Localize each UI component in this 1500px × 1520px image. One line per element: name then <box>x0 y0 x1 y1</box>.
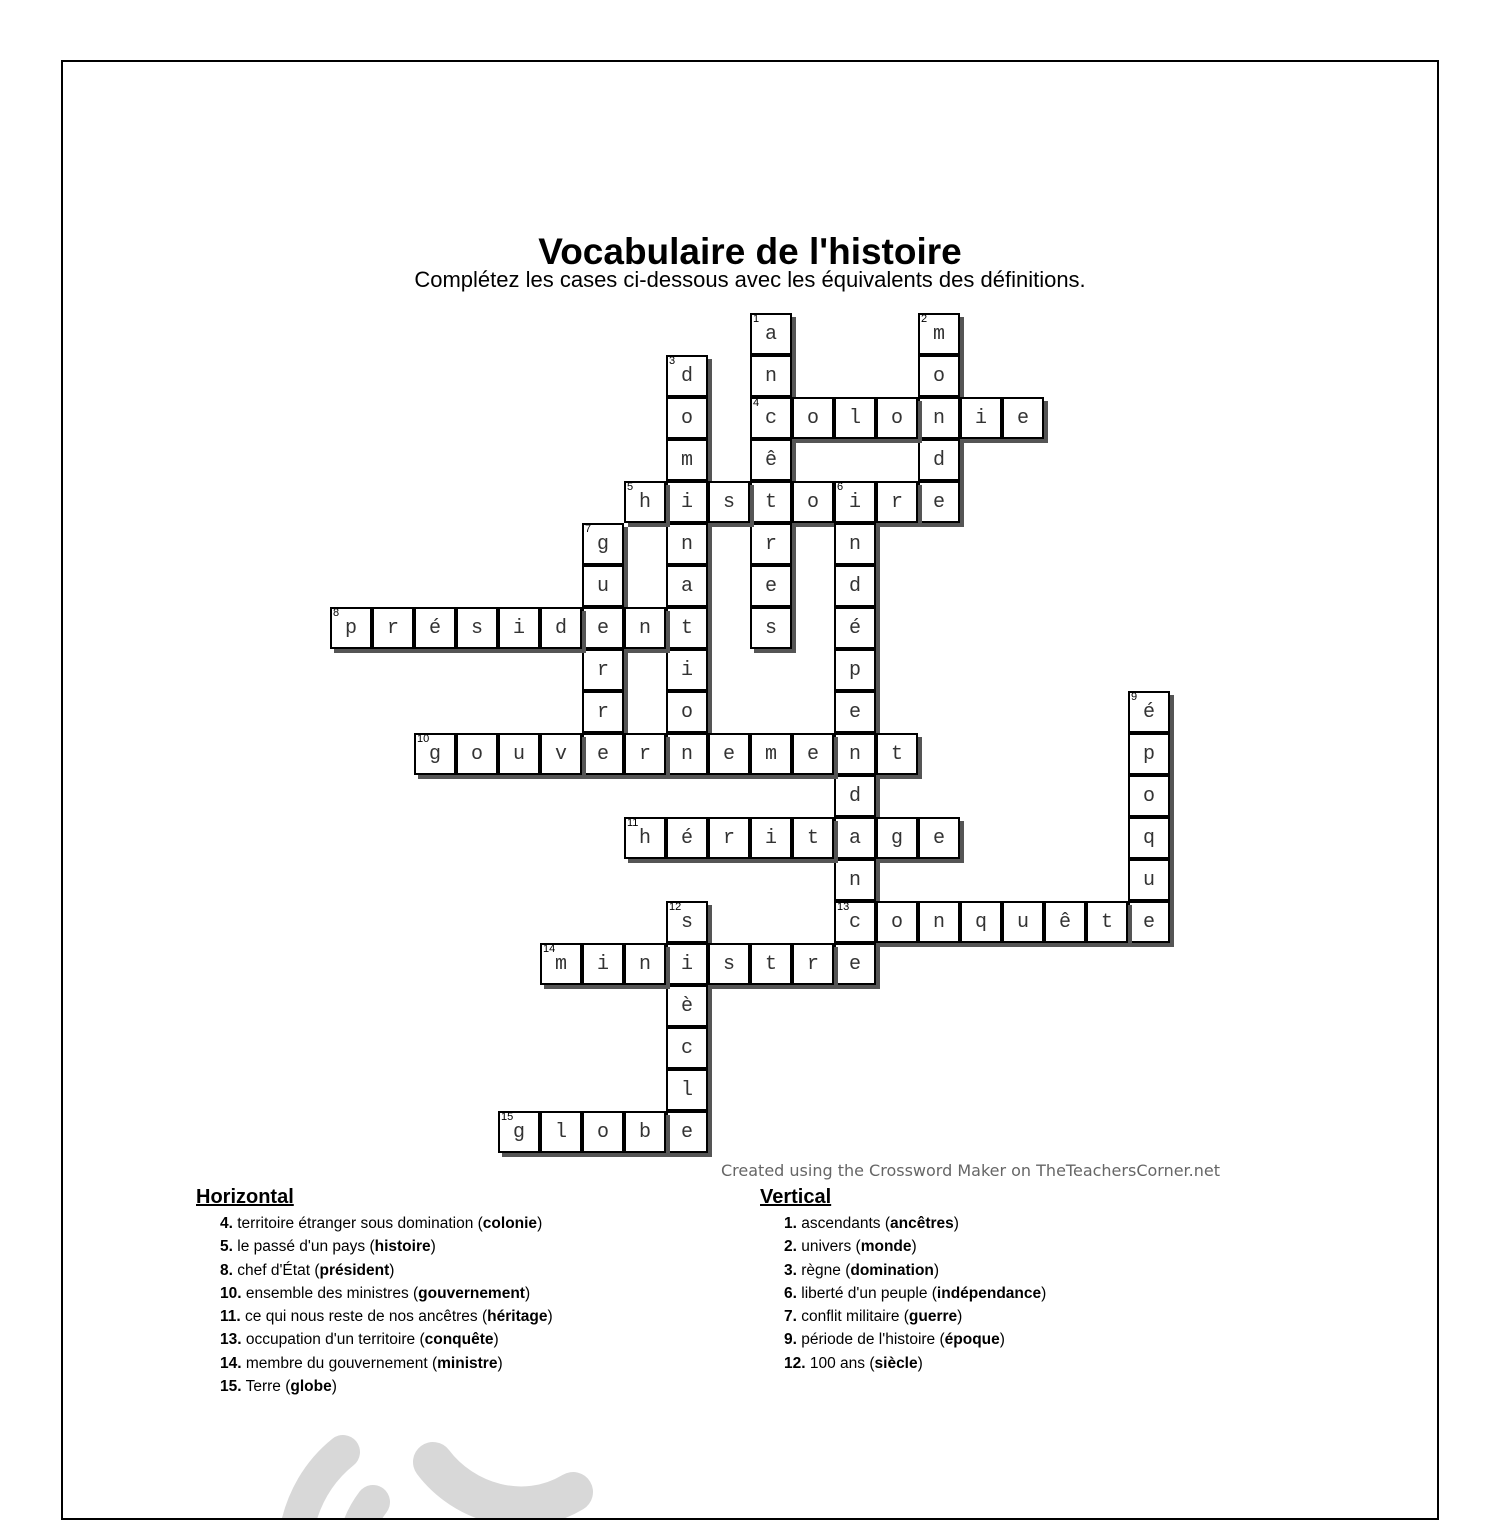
grid-cell[interactable] <box>1128 691 1170 733</box>
cell-letter: r <box>722 826 735 850</box>
cell-letter: ê <box>764 448 777 472</box>
cell-letter: r <box>638 742 651 766</box>
cell-letter: o <box>596 1120 609 1144</box>
clue-number: 2 <box>921 313 928 325</box>
cell-letter: o <box>932 364 945 388</box>
grid-cell[interactable] <box>666 439 708 481</box>
cell-letter: q <box>1142 826 1155 850</box>
cell-letter: é <box>680 826 693 850</box>
cell-letter: è <box>680 994 693 1018</box>
cell-letter: m <box>680 448 693 472</box>
grid-cell[interactable] <box>666 523 708 565</box>
grid-cell[interactable] <box>750 313 792 355</box>
cell-letter: i <box>680 658 693 682</box>
cell-letter: l <box>554 1120 567 1144</box>
clue-number: 10 <box>417 733 430 745</box>
grid-cell[interactable] <box>1128 775 1170 817</box>
horizontal-clue: 14. membre du gouvernement (ministre) <box>220 1354 503 1372</box>
cell-letter: d <box>554 616 567 640</box>
grid-cell[interactable] <box>876 817 918 859</box>
cell-letter: n <box>932 406 945 430</box>
grid-cell[interactable] <box>834 565 876 607</box>
cell-letter: ê <box>1058 910 1071 934</box>
vertical-clue: 3. règne (domination) <box>784 1261 940 1279</box>
grid-cell[interactable] <box>666 607 708 649</box>
cell-letter: n <box>680 532 693 556</box>
grid-cell[interactable] <box>960 397 1002 439</box>
cell-letter: g <box>596 532 609 556</box>
grid-cell[interactable] <box>750 397 792 439</box>
cell-letter: t <box>680 616 693 640</box>
grid-cell[interactable] <box>750 523 792 565</box>
grid-cell[interactable] <box>708 817 750 859</box>
cell-letter: r <box>806 952 819 976</box>
grid-cell[interactable] <box>918 901 960 943</box>
cell-letter: i <box>680 952 693 976</box>
cell-letter: g <box>428 742 441 766</box>
cell-letter: o <box>806 490 819 514</box>
cell-letter: g <box>890 826 903 850</box>
cell-letter: p <box>1142 742 1155 766</box>
cell-letter: e <box>764 574 777 598</box>
grid-cell[interactable] <box>834 523 876 565</box>
cell-letter: t <box>1100 910 1113 934</box>
grid-cell[interactable] <box>666 1027 708 1069</box>
cell-letter: o <box>680 406 693 430</box>
cell-letter: n <box>680 742 693 766</box>
grid-cell[interactable] <box>624 817 666 859</box>
grid-cell[interactable] <box>582 607 624 649</box>
grid-cell[interactable] <box>792 943 834 985</box>
grid-cell[interactable] <box>666 1111 708 1153</box>
cell-letter: n <box>638 952 651 976</box>
cell-letter: o <box>890 406 903 430</box>
cell-letter: e <box>1142 910 1155 934</box>
cell-letter: c <box>764 406 777 430</box>
grid-cell[interactable] <box>666 1069 708 1111</box>
grid-cell[interactable] <box>624 1111 666 1153</box>
vertical-clue: 1. ascendants (ancêtres) <box>784 1215 959 1232</box>
cell-letter: n <box>932 910 945 934</box>
grid-cell[interactable] <box>540 1111 582 1153</box>
grid-cell[interactable] <box>960 901 1002 943</box>
cell-letter: q <box>974 910 987 934</box>
cell-letter: e <box>932 490 945 514</box>
grid-cell[interactable] <box>456 733 498 775</box>
grid-cell[interactable] <box>1128 817 1170 859</box>
cell-letter: n <box>848 868 861 892</box>
grid-cell[interactable] <box>666 397 708 439</box>
grid-cell[interactable] <box>918 313 960 355</box>
horizontal-clue: 5. le passé d'un pays (histoire) <box>220 1238 436 1256</box>
grid-cell[interactable] <box>414 607 456 649</box>
cell-letter: t <box>890 742 903 766</box>
cell-letter: o <box>890 910 903 934</box>
cell-letter: i <box>848 490 861 514</box>
grid-cell[interactable] <box>792 733 834 775</box>
cell-letter: i <box>764 826 777 850</box>
cell-letter: o <box>470 742 483 766</box>
cell-letter: u <box>596 574 609 598</box>
horizontal-clue: 4. territoire étranger sous domination (colonie) <box>220 1215 543 1232</box>
grid-cell[interactable] <box>540 943 582 985</box>
grid-cell[interactable] <box>666 565 708 607</box>
cell-letter: s <box>764 616 777 640</box>
cell-letter: a <box>764 322 777 346</box>
grid-cell[interactable] <box>750 439 792 481</box>
horizontal-clue: 15. Terre (globe) <box>220 1378 337 1396</box>
grid-cell[interactable] <box>750 943 792 985</box>
cell-letter: u <box>512 742 525 766</box>
grid-cell[interactable] <box>918 397 960 439</box>
grid-cell[interactable] <box>498 733 540 775</box>
cell-letter: i <box>596 952 609 976</box>
cell-letter: t <box>806 826 819 850</box>
cell-letter: n <box>848 532 861 556</box>
cell-letter: u <box>1016 910 1029 934</box>
grid-cell[interactable] <box>750 733 792 775</box>
vertical-clue: 6. liberté d'un peuple (indépendance) <box>784 1284 1047 1302</box>
cell-letter: c <box>848 910 861 934</box>
cell-letter: a <box>680 574 693 598</box>
grid-cell[interactable] <box>540 733 582 775</box>
cell-letter: n <box>848 742 861 766</box>
cell-letter: d <box>680 364 693 388</box>
grid-cell[interactable] <box>1002 397 1044 439</box>
cell-letter: l <box>680 1078 693 1102</box>
horizontal-heading: Horizontal <box>196 1186 294 1208</box>
cell-letter: g <box>512 1120 525 1144</box>
grid-cell[interactable] <box>876 397 918 439</box>
cell-letter: e <box>1016 406 1029 430</box>
grid-cell[interactable] <box>792 481 834 523</box>
grid-cell[interactable] <box>456 607 498 649</box>
clue-number: 4 <box>753 397 760 409</box>
cell-letter: n <box>638 616 651 640</box>
cell-letter: t <box>764 952 777 976</box>
cell-letter: h <box>638 490 651 514</box>
grid-cell[interactable] <box>666 901 708 943</box>
grid-cell[interactable] <box>582 1111 624 1153</box>
cell-letter: e <box>932 826 945 850</box>
cell-letter: c <box>680 1036 693 1060</box>
cell-letter: e <box>848 952 861 976</box>
grid-cell[interactable] <box>330 607 372 649</box>
grid-cell[interactable] <box>624 481 666 523</box>
grid-cell[interactable] <box>834 859 876 901</box>
vertical-clue: 12. 100 ans (siècle) <box>784 1354 923 1372</box>
grid-cell[interactable] <box>1002 901 1044 943</box>
grid-cell[interactable] <box>582 733 624 775</box>
clue-number: 8 <box>333 607 340 619</box>
grid-cell[interactable] <box>918 817 960 859</box>
cell-letter: e <box>596 742 609 766</box>
cell-letter: m <box>554 952 567 976</box>
grid-cell[interactable] <box>876 733 918 775</box>
cell-letter: e <box>722 742 735 766</box>
grid-cell[interactable] <box>582 691 624 733</box>
horizontal-clues <box>196 1186 553 1398</box>
cell-letter: r <box>386 616 399 640</box>
instructions: Complétez les cases ci-dessous avec les équivalents des définitions. <box>414 267 1086 292</box>
grid-cell[interactable] <box>750 355 792 397</box>
cell-letter: r <box>764 532 777 556</box>
clue-number: 7 <box>585 523 592 535</box>
grid-cell[interactable] <box>834 691 876 733</box>
cell-letter: u <box>1142 868 1155 892</box>
grid-cell[interactable] <box>666 733 708 775</box>
grid-cell[interactable] <box>792 397 834 439</box>
grid-cell[interactable] <box>708 481 750 523</box>
clue-number: 11 <box>627 817 639 829</box>
page-title: Vocabulaire de l'histoire <box>538 231 962 272</box>
grid-cell[interactable] <box>582 649 624 691</box>
cell-letter: m <box>932 322 945 346</box>
grid-cell[interactable] <box>750 481 792 523</box>
cell-letter: r <box>596 658 609 682</box>
cell-letter: i <box>974 406 987 430</box>
grid-cell[interactable] <box>666 985 708 1027</box>
grid-cell[interactable] <box>372 607 414 649</box>
cell-letter: p <box>848 658 861 682</box>
cell-letter: é <box>848 616 861 640</box>
cell-letter: t <box>764 490 777 514</box>
horizontal-clue: 11. ce qui nous reste de nos ancêtres (héritage) <box>220 1308 553 1326</box>
grid-cell[interactable] <box>750 565 792 607</box>
clue-number: 1 <box>753 313 760 325</box>
vertical-heading: Vertical <box>760 1186 832 1208</box>
cell-letter: v <box>554 742 567 766</box>
grid-cell[interactable] <box>918 439 960 481</box>
grid-cell[interactable] <box>834 775 876 817</box>
cell-letter: e <box>596 616 609 640</box>
cell-letter: s <box>470 616 483 640</box>
cell-letter: h <box>638 826 651 850</box>
grid-cell[interactable] <box>834 733 876 775</box>
cell-letter: o <box>680 700 693 724</box>
cell-letter: m <box>764 742 777 766</box>
grid-cell[interactable] <box>1128 859 1170 901</box>
horizontal-clue: 13. occupation d'un territoire (conquête) <box>220 1331 499 1349</box>
cell-letter: é <box>428 616 441 640</box>
clue-number: 5 <box>627 481 634 493</box>
grid-cell[interactable] <box>666 649 708 691</box>
grid-cell[interactable] <box>666 481 708 523</box>
vertical-clue-list <box>760 1212 1046 1375</box>
cell-letter: l <box>848 406 861 430</box>
grid-cell[interactable] <box>666 691 708 733</box>
grid-cell[interactable] <box>792 817 834 859</box>
clue-number: 14 <box>543 943 556 955</box>
grid-cell[interactable] <box>666 943 708 985</box>
clue-number: 13 <box>837 901 850 913</box>
clue-number: 3 <box>669 355 676 367</box>
cell-letter: e <box>680 1120 693 1144</box>
grid-cell[interactable] <box>834 607 876 649</box>
cell-letter: a <box>848 826 861 850</box>
grid-cell[interactable] <box>582 943 624 985</box>
grid-cell[interactable] <box>498 607 540 649</box>
grid-cell[interactable] <box>624 733 666 775</box>
cell-letter: r <box>890 490 903 514</box>
grid-cell[interactable] <box>918 481 960 523</box>
cell-letter: i <box>680 490 693 514</box>
cell-letter: e <box>806 742 819 766</box>
clue-number: 9 <box>1131 691 1138 703</box>
grid-cell[interactable] <box>834 943 876 985</box>
cell-letter: é <box>1142 700 1155 724</box>
cell-letter: o <box>806 406 819 430</box>
cell-letter: r <box>596 700 609 724</box>
grid-cell[interactable] <box>834 397 876 439</box>
grid-cell[interactable] <box>1044 901 1086 943</box>
cell-letter: d <box>932 448 945 472</box>
grid-cell[interactable] <box>666 817 708 859</box>
horizontal-clue-list <box>196 1212 553 1398</box>
grid-cell[interactable] <box>1128 733 1170 775</box>
horizontal-clue: 10. ensemble des ministres (gouvernement) <box>220 1284 531 1302</box>
grid-cell[interactable] <box>708 943 750 985</box>
cell-letter: n <box>764 364 777 388</box>
grid-cell[interactable] <box>1086 901 1128 943</box>
vertical-clue: 9. période de l'histoire (époque) <box>784 1331 1005 1349</box>
grid-cell[interactable] <box>582 565 624 607</box>
cell-letter: d <box>848 574 861 598</box>
clue-number: 12 <box>669 901 682 913</box>
cell-letter: d <box>848 784 861 808</box>
grid-cell[interactable] <box>540 607 582 649</box>
clue-number: 6 <box>837 481 844 493</box>
grid-cell[interactable] <box>918 355 960 397</box>
grid-cell[interactable] <box>666 355 708 397</box>
horizontal-clue: 8. chef d'État (président) <box>220 1261 395 1279</box>
grid-cell[interactable] <box>414 733 456 775</box>
grid-cell[interactable] <box>834 901 876 943</box>
grid-cell[interactable] <box>834 817 876 859</box>
vertical-clue: 2. univers (monde) <box>784 1238 917 1256</box>
cell-letter: b <box>638 1120 651 1144</box>
grid-cell[interactable] <box>708 733 750 775</box>
grid-cell[interactable] <box>750 817 792 859</box>
grid-cell[interactable] <box>1128 901 1170 943</box>
grid-cell[interactable] <box>834 481 876 523</box>
grid-cell[interactable] <box>624 607 666 649</box>
grid-cell[interactable] <box>834 649 876 691</box>
vertical-clues <box>760 1186 1046 1375</box>
cell-letter: i <box>512 616 525 640</box>
cell-letter: o <box>1142 784 1155 808</box>
vertical-clue: 7. conflit militaire (guerre) <box>784 1308 963 1326</box>
grid-cell[interactable] <box>876 481 918 523</box>
cell-letter: p <box>344 616 357 640</box>
grid-cell[interactable] <box>624 943 666 985</box>
grid-cell[interactable] <box>498 1111 540 1153</box>
grid-cell[interactable] <box>582 523 624 565</box>
grid-cell[interactable] <box>876 901 918 943</box>
grid-cell[interactable] <box>750 607 792 649</box>
cell-letter: e <box>848 700 861 724</box>
credit-line: Created using the Crossword Maker on TheTeachersCorner.net <box>721 1161 1221 1180</box>
cell-letter: s <box>722 952 735 976</box>
cell-letter: s <box>722 490 735 514</box>
clue-number: 15 <box>501 1111 514 1123</box>
cell-letter: s <box>680 910 693 934</box>
